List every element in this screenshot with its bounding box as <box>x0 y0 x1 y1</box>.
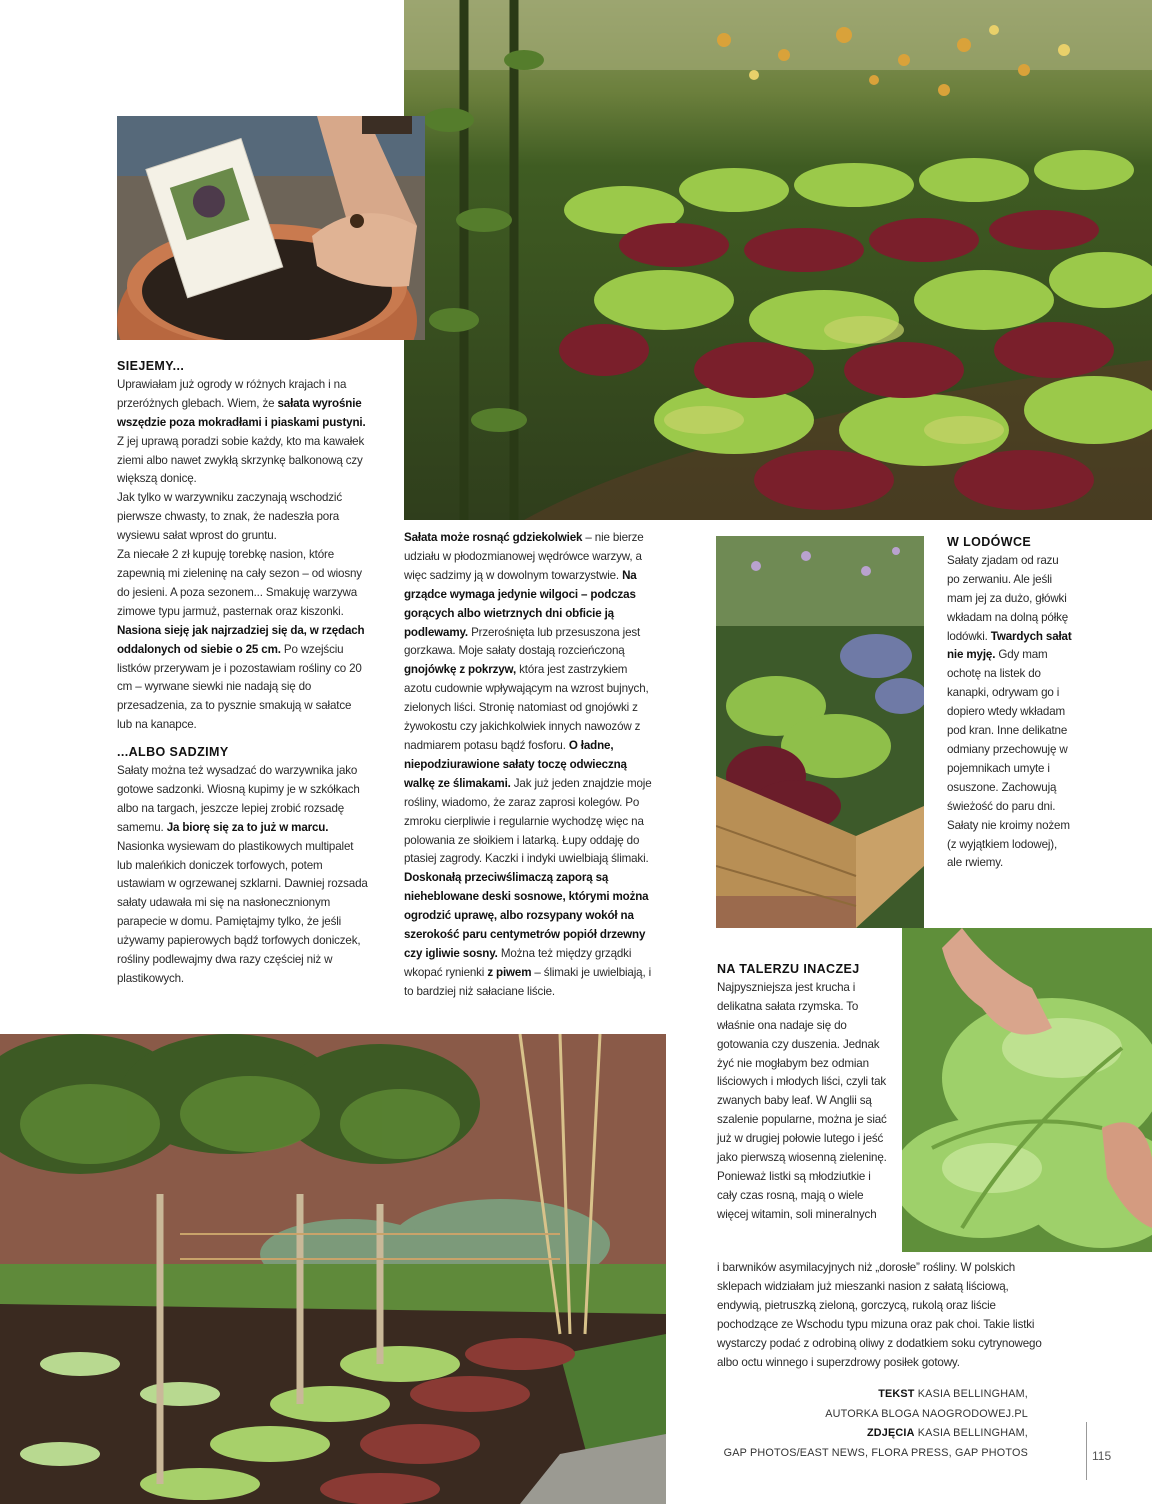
paragraph: i barwników asymilacyjnych niż „dorosłe” rośliny. W polskich sklepach widziałam już mieszanki nasion z sałatą liściową, endywią, pietruszką zieloną, gorczycą, rukolą oraz liście pochodzące ze Wschodu typu mizuna oraz pak choi. Takie listki wystarczy podać z odrobiną oliwy z dodatkiem soku cytrynowego albo octu winnego i superzdrowy posiłek gotowy. <box>717 1261 1042 1369</box>
column-growing <box>404 529 657 1002</box>
paragraph: Nasiona sieję jak najrzadziej się da, w rzędach oddalonych od siebie o 25 cm. Po wzejściu listków przerywam je i pozostawiam rośliny co 20 cm – wyrwane siewki nie nadają się do przesadzenia, za to pysznie smakują w sałatce lub na kanapce. <box>117 623 365 732</box>
photo-raised-bed <box>716 536 924 928</box>
column-fridge <box>947 533 1072 873</box>
heading-w-lodowce: W LODÓWCE <box>947 535 1032 549</box>
heading-siejemy: SIEJEMY... <box>117 359 185 373</box>
page-number-rule <box>1086 1422 1087 1480</box>
column-sowing <box>117 357 369 989</box>
photo-sowing-seeds <box>117 116 425 340</box>
photo-lettuce-bed <box>404 0 1152 520</box>
column-plate <box>717 960 892 1225</box>
paragraph: Sałaty można też wysadzać do warzywnika jako gotowe sadzonki. Wiosną kupimy je w szkółkach albo na targach, jeszcze lepiej zrobić rozsadę samemu. Ja biorę się za to już w marcu. <box>117 764 360 834</box>
paragraph: Sałaty zjadam od razu po zerwaniu. Ale jeśli mam jej za dużo, główki wkładam na dolną półkę lodówki. Twardych sałat nie myję. Gdy mam ochotę na listek do kanapki, odrywam go i dopiero wtedy wkładam pod kran. Inne delikatne odmiany przechowuję w pojemnikach umyte i osuszone. Zachowują świeżość do paru dni. Sałaty nie kroimy nożem (z wyjątkiem lodowej), ale rwiemy. <box>947 553 1072 870</box>
paragraph: Najpyszniejsza jest krucha i delikatna sałata rzymska. To właśnie ona nadaje się do gotowania czy duszenia. Jednak żyć nie mogłabym bez odmian liściowych i młodych liści, czyli tak zwanych baby leaf. W Anglii są szalenie popularne, można je siać już w drugiej połowie lutego i jeść jako pierwszą wiosenną zieleninę. Ponieważ listki są młodziutkie i cały czas rosną, mają o wiele więcej witamin, soli mineralnych <box>717 980 887 1221</box>
credit-agencies: GAP PHOTOS/EAST NEWS, FLORA PRESS, GAP PHOTOS <box>723 1446 1028 1459</box>
paragraph: Nasionka wysiewam do plastikowych multipalet lub maleńkich doniczek torfowych, potem ustawiam w ogrzewanej szklarni. Dawniej rozsada sałaty udawała mi się na nasłonecznionym parapecie w domu. Pamiętajmy tylko, że jeśli używamy papierowych bądź torfowych doniczek, rośliny podlewajmy dwa razy częściej niż w plastikowych. <box>117 839 368 985</box>
heading-na-talerzu: NA TALERZU INACZEJ <box>717 962 860 976</box>
credits <box>724 1385 1028 1463</box>
heading-albo-sadzimy: ...ALBO SADZIMY <box>117 745 229 760</box>
paragraph: Jak tylko w warzywniku zaczynają wschodzić pierwsze chwasty, to znak, że nadeszła pora wysiewu sałat wprost do gruntu. <box>117 491 343 543</box>
page-number: 115 <box>1092 1449 1112 1463</box>
credit-photos: ZDJĘCIA KASIA BELLINGHAM, <box>866 1427 1028 1439</box>
photo-espalier-garden <box>0 1034 666 1504</box>
photo-lettuce-hands <box>902 928 1152 1252</box>
column-plate-continued <box>717 1259 1047 1372</box>
credit-author-role: AUTORKA BLOGA NAOGRODOWEJ.PL <box>825 1407 1028 1420</box>
paragraph: Sałata może rosnąć gdziekolwiek – nie bierze udziału w płodozmianowej wędrówce warzyw, a więc sadzimy ją w dowolnym towarzystwie. Na grządce wymaga jedynie wilgoci – podczas gorących albo wietrznych dni obficie ją podlewamy. Przerośnięta lub przesuszona jest gorzkawa. Moje sałaty dostają rozcieńczoną gnojówkę z pokrzyw, która jest zastrzykiem azotu cudownie wpływającym na wzrost bujnych, zielonych liści. Stronię natomiast od gnojówki z żywokostu czy jakichkolwiek innych nawozów z nadmiarem potasu bądź fosforu. O ładne, niepodziurawione sałaty toczę odwieczną walkę ze ślimakami. Jak już jeden znajdzie moje rośliny, wiadomo, że zaraz zaprosi kolegów. Po zmroku cierpliwie i regularnie wychodzę więc na polowania ze słoikiem i latarką. Łupy oddaję do ptasiej zagrody. Kaczki i indyki uwielbiają ślimaki. Doskonałą przeciwślimaczą zaporą są nieheblowane deski sosnowe, którymi można ogrodzić uprawę, albo rozsypany wokół na szerokość paru centymetrów popiół drzewny czy igliwie sosny. Można też między grządki wkopać rynienki z piwem – ślimaki je uwielbiają, i to bardziej niż sałaciane liście. <box>404 531 652 998</box>
credit-text: TEKST KASIA BELLINGHAM, <box>878 1388 1028 1400</box>
paragraph: Uprawiałam już ogrody w różnych krajach i na przeróżnych glebach. Wiem, że sałata wyrośnie wszędzie poza mokradłami i piaskami pustyni. Z jej uprawą poradzi sobie każdy, kto ma kawałek ziemi albo nawet zwykłą skrzynkę balkonową czy większą donicę. <box>117 377 366 486</box>
paragraph: Za niecałe 2 zł kupuję torebkę nasion, które zapewnią mi zieleninę na cały sezon – od wiosny do jesieni. A poza sezonem... Smakuję warzywa zimowe typu jarmuż, pasternak oraz kiszonki. <box>117 548 362 618</box>
